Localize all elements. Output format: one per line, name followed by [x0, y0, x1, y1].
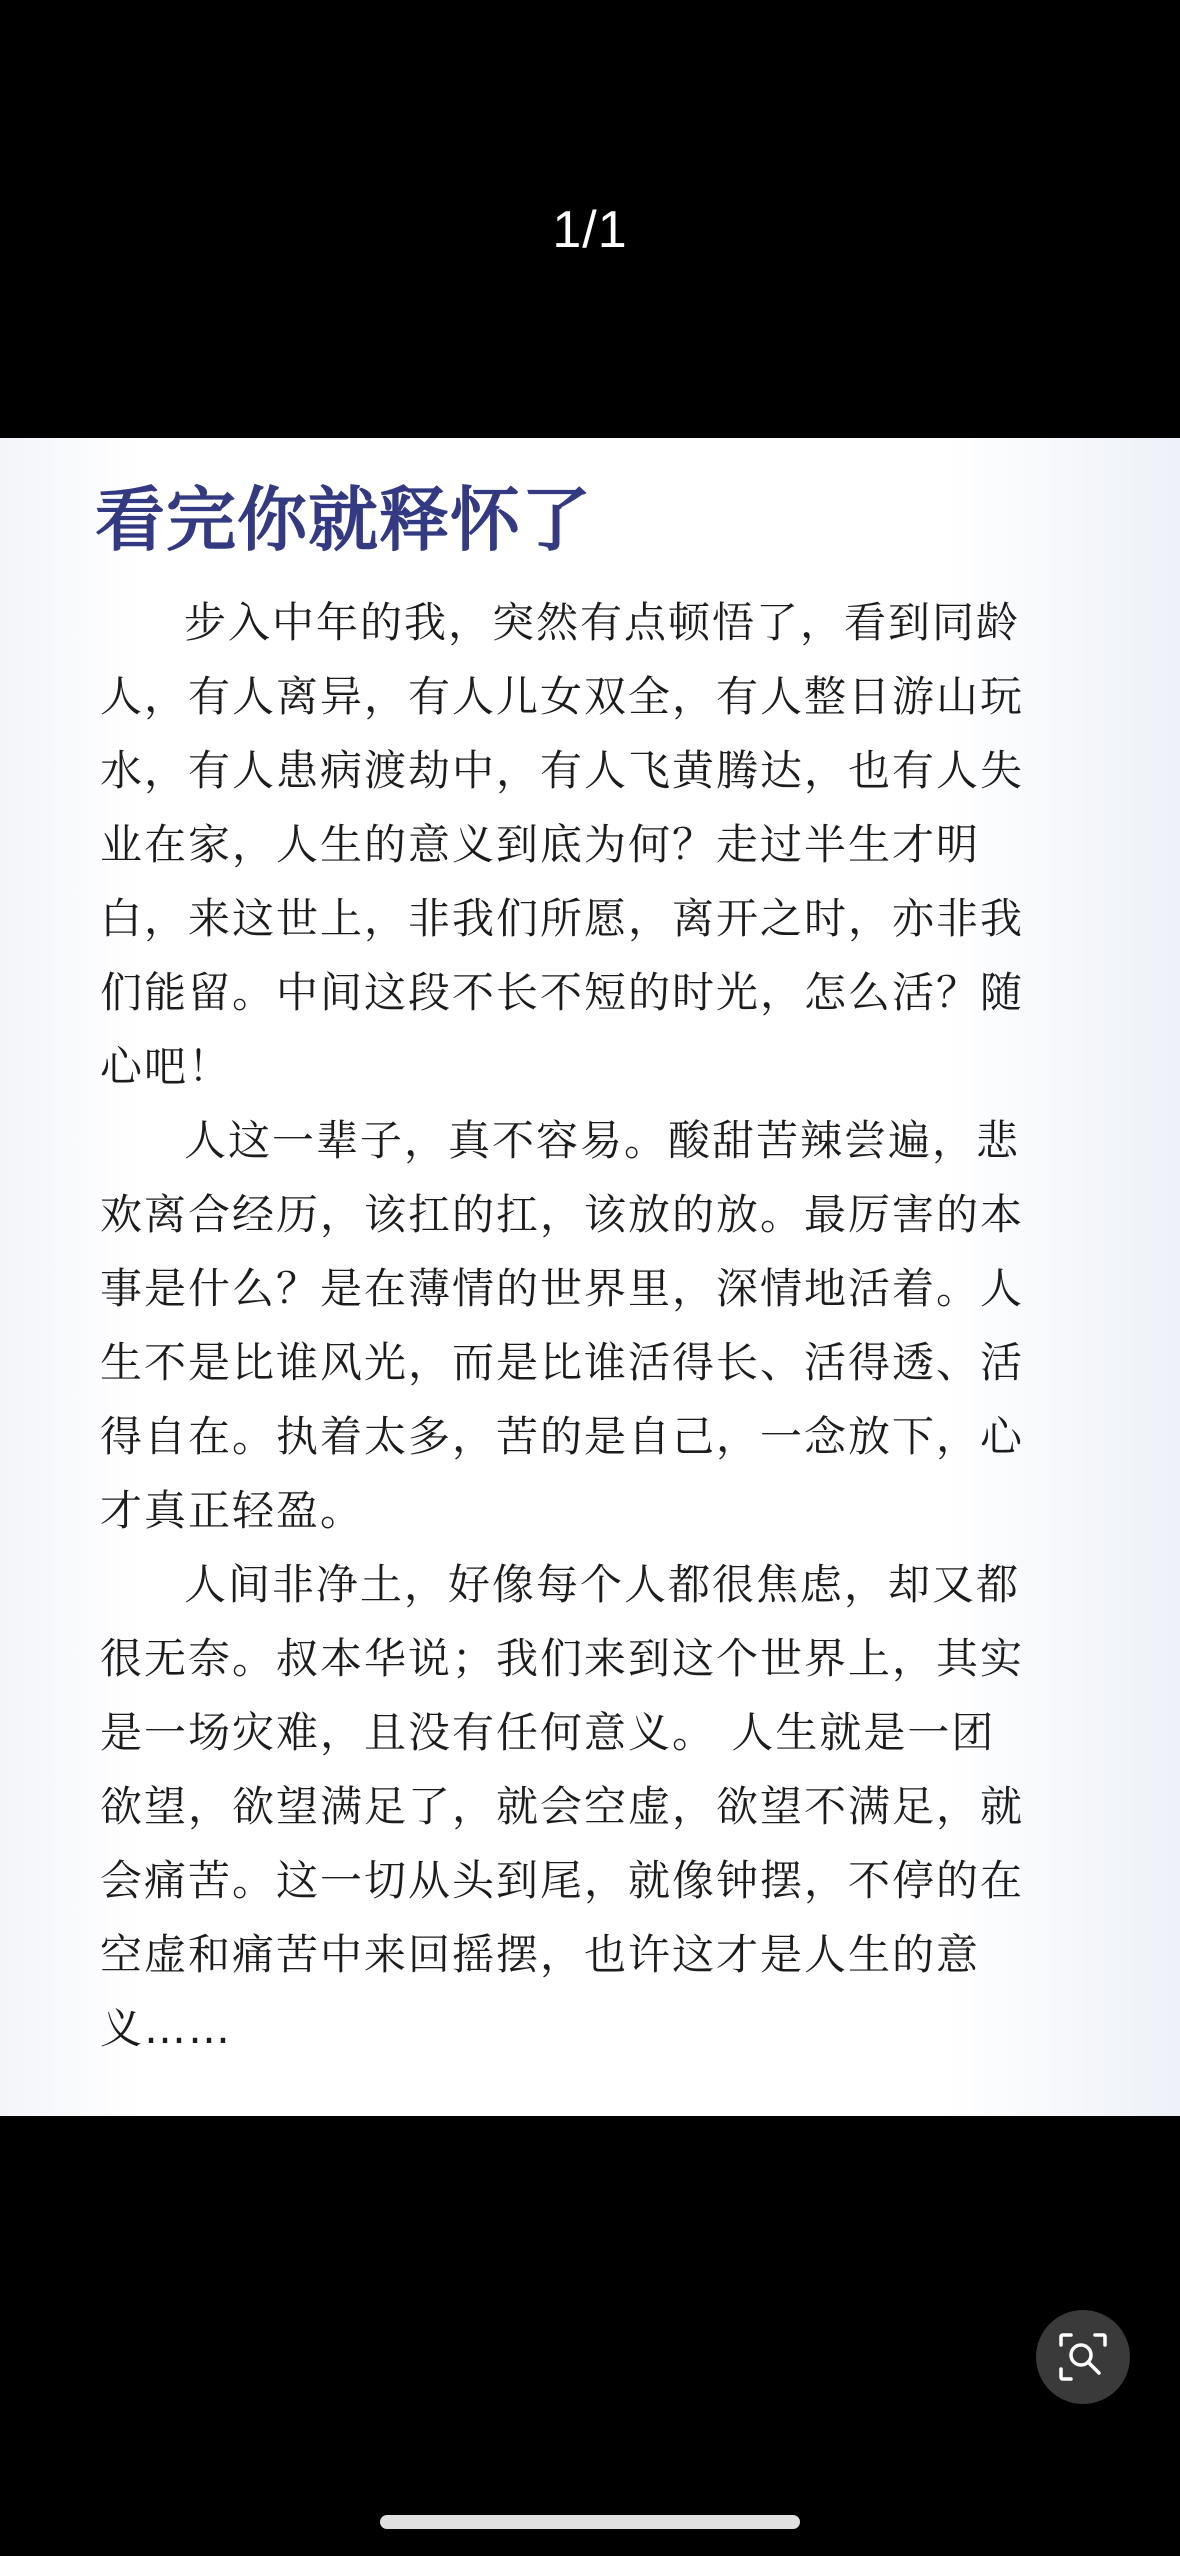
home-indicator[interactable]	[380, 2515, 800, 2529]
paragraph: 人间非净土，好像每个人都很焦虑，却又都很无奈。叔本华说；我们来到这个世界上，其实是一场灾难，且没有任何意义。 人生就是一团欲望，欲望满足了，就会空虚，欲望不满足，就会痛苦。这一切从头到尾，就像钟摆，不停的在空虚和痛苦中来回摇摆，也许这才是人生的意义……	[100, 1560, 1025, 2053]
article-title: 看完你就释怀了	[95, 479, 592, 561]
image-search-button[interactable]	[1036, 2310, 1130, 2404]
paragraph: 人这一辈子，真不容易。酸甜苦辣尝遍，悲欢离合经历，该扛的扛，该放的放。最厉害的本事是什么？是在薄情的世界里，深情地活着。人生不是比谁风光，而是比谁活得长、活得透、活得自在。执着太多，苦的是自己，一念放下，心才真正轻盈。	[100, 1116, 1025, 1535]
page-counter: 1/1	[552, 201, 628, 259]
article-image[interactable]	[0, 438, 1180, 2116]
article-body	[100, 586, 1030, 2066]
image-search-icon	[1057, 2331, 1109, 2383]
paragraph: 步入中年的我，突然有点顿悟了，看到同龄人，有人离异，有人儿女双全，有人整日游山玩水，有人患病渡劫中，有人飞黄腾达，也有人失业在家，人生的意义到底为何？走过半生才明白，来这世上，非我们所愿，离开之时，亦非我们能留。中间这段不长不短的时光，怎么活？随心吧！	[100, 598, 1025, 1091]
